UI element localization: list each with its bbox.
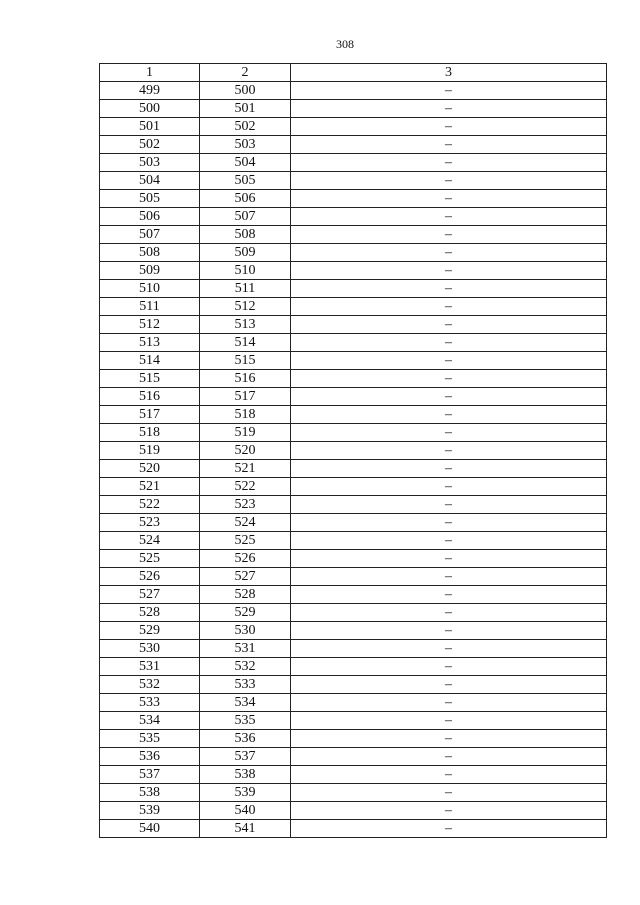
table-row [100, 190, 607, 208]
table-cell-col-2: 523 [200, 496, 291, 514]
table-row [100, 406, 607, 424]
table-cell-col-2: 504 [200, 154, 291, 172]
table-row [100, 244, 607, 262]
column-header-2: 2 [200, 64, 291, 82]
table-cell-col-3: – [291, 532, 607, 550]
table-cell-col-3: – [291, 226, 607, 244]
table-cell-col-1: 518 [100, 424, 200, 442]
table-cell-col-1: 531 [100, 658, 200, 676]
table-row [100, 766, 607, 784]
table-cell-col-3: – [291, 550, 607, 568]
table-cell-col-3: – [291, 298, 607, 316]
table-cell-col-3: – [291, 730, 607, 748]
table-row [100, 100, 607, 118]
table-row [100, 532, 607, 550]
table-cell-col-2: 528 [200, 586, 291, 604]
table-cell-col-2: 507 [200, 208, 291, 226]
table-cell-col-3: – [291, 172, 607, 190]
table-row [100, 388, 607, 406]
table-cell-col-2: 533 [200, 676, 291, 694]
table-cell-col-3: – [291, 424, 607, 442]
table-cell-col-3: – [291, 784, 607, 802]
table-cell-col-2: 512 [200, 298, 291, 316]
table-cell-col-3: – [291, 370, 607, 388]
table-row [100, 640, 607, 658]
table-row [100, 460, 607, 478]
table-cell-col-1: 535 [100, 730, 200, 748]
table-cell-col-3: – [291, 316, 607, 334]
table-cell-col-2: 535 [200, 712, 291, 730]
table-cell-col-1: 504 [100, 172, 200, 190]
table-cell-col-1: 529 [100, 622, 200, 640]
table-cell-col-3: – [291, 406, 607, 424]
table-cell-col-3: – [291, 460, 607, 478]
table-cell-col-1: 515 [100, 370, 200, 388]
table-cell-col-2: 541 [200, 820, 291, 838]
table-cell-col-1: 502 [100, 136, 200, 154]
table-row [100, 694, 607, 712]
table-cell-col-1: 524 [100, 532, 200, 550]
table-cell-col-3: – [291, 748, 607, 766]
table-cell-col-1: 527 [100, 586, 200, 604]
table-cell-col-2: 522 [200, 478, 291, 496]
table-row [100, 316, 607, 334]
table-row [100, 712, 607, 730]
table-cell-col-1: 507 [100, 226, 200, 244]
table-cell-col-1: 517 [100, 406, 200, 424]
table-row [100, 622, 607, 640]
table-cell-col-3: – [291, 514, 607, 532]
table-row [100, 478, 607, 496]
table-cell-col-1: 500 [100, 100, 200, 118]
table-row [100, 262, 607, 280]
table-body [100, 82, 607, 838]
table-row [100, 676, 607, 694]
table-cell-col-3: – [291, 136, 607, 154]
table-cell-col-1: 501 [100, 118, 200, 136]
table-cell-col-2: 530 [200, 622, 291, 640]
table-cell-col-1: 539 [100, 802, 200, 820]
table-cell-col-1: 536 [100, 748, 200, 766]
table-cell-col-3: – [291, 676, 607, 694]
table-cell-col-3: – [291, 586, 607, 604]
table-row [100, 442, 607, 460]
table-cell-col-3: – [291, 658, 607, 676]
table-cell-col-2: 515 [200, 352, 291, 370]
table-cell-col-3: – [291, 694, 607, 712]
table-cell-col-2: 538 [200, 766, 291, 784]
table-row [100, 748, 607, 766]
table-cell-col-1: 528 [100, 604, 200, 622]
table-row [100, 802, 607, 820]
table-cell-col-3: – [291, 352, 607, 370]
table-cell-col-1: 540 [100, 820, 200, 838]
table-cell-col-2: 513 [200, 316, 291, 334]
table-cell-col-1: 523 [100, 514, 200, 532]
table-cell-col-2: 514 [200, 334, 291, 352]
table-cell-col-2: 534 [200, 694, 291, 712]
table-cell-col-2: 518 [200, 406, 291, 424]
table-cell-col-2: 505 [200, 172, 291, 190]
table-cell-col-2: 501 [200, 100, 291, 118]
table-row [100, 334, 607, 352]
table-cell-col-2: 521 [200, 460, 291, 478]
table-cell-col-3: – [291, 802, 607, 820]
table-cell-col-2: 519 [200, 424, 291, 442]
table-cell-col-2: 520 [200, 442, 291, 460]
table-cell-col-1: 506 [100, 208, 200, 226]
table-cell-col-3: – [291, 496, 607, 514]
table-cell-col-2: 537 [200, 748, 291, 766]
table-cell-col-2: 511 [200, 280, 291, 298]
table-cell-col-3: – [291, 766, 607, 784]
table-cell-col-2: 506 [200, 190, 291, 208]
table-row [100, 82, 607, 100]
table-cell-col-1: 522 [100, 496, 200, 514]
table-cell-col-1: 516 [100, 388, 200, 406]
table-cell-col-2: 500 [200, 82, 291, 100]
table-row [100, 370, 607, 388]
page-number: 308 [336, 37, 354, 51]
table-cell-col-1: 530 [100, 640, 200, 658]
table-cell-col-2: 524 [200, 514, 291, 532]
data-table [99, 63, 607, 838]
table-cell-col-1: 537 [100, 766, 200, 784]
table-cell-col-2: 509 [200, 244, 291, 262]
table-cell-col-3: – [291, 190, 607, 208]
table-row [100, 784, 607, 802]
table-cell-col-1: 503 [100, 154, 200, 172]
table-cell-col-2: 516 [200, 370, 291, 388]
table-row [100, 226, 607, 244]
column-header-1: 1 [100, 64, 200, 82]
table-cell-col-2: 503 [200, 136, 291, 154]
table-cell-col-1: 499 [100, 82, 200, 100]
table-cell-col-1: 533 [100, 694, 200, 712]
table-row [100, 496, 607, 514]
table-cell-col-3: – [291, 604, 607, 622]
table-cell-col-3: – [291, 82, 607, 100]
table-cell-col-2: 527 [200, 568, 291, 586]
table-cell-col-3: – [291, 478, 607, 496]
table-cell-col-3: – [291, 442, 607, 460]
table-row [100, 658, 607, 676]
table-cell-col-1: 510 [100, 280, 200, 298]
table-header-row [100, 64, 607, 82]
table-cell-col-2: 526 [200, 550, 291, 568]
table-row [100, 550, 607, 568]
table-row [100, 424, 607, 442]
table-cell-col-3: – [291, 334, 607, 352]
table-cell-col-3: – [291, 100, 607, 118]
table-row [100, 280, 607, 298]
table-cell-col-1: 521 [100, 478, 200, 496]
table-row [100, 730, 607, 748]
table-cell-col-1: 511 [100, 298, 200, 316]
table-cell-col-1: 514 [100, 352, 200, 370]
table-row [100, 208, 607, 226]
table-cell-col-2: 536 [200, 730, 291, 748]
table-cell-col-3: – [291, 280, 607, 298]
table-cell-col-1: 508 [100, 244, 200, 262]
table-cell-col-3: – [291, 640, 607, 658]
table-cell-col-3: – [291, 622, 607, 640]
table-cell-col-3: – [291, 388, 607, 406]
table-cell-col-1: 512 [100, 316, 200, 334]
column-header-3: 3 [291, 64, 607, 82]
table-cell-col-3: – [291, 568, 607, 586]
table-cell-col-1: 505 [100, 190, 200, 208]
table-row [100, 820, 607, 838]
table-cell-col-2: 502 [200, 118, 291, 136]
table-cell-col-1: 534 [100, 712, 200, 730]
table-row [100, 586, 607, 604]
table-cell-col-3: – [291, 154, 607, 172]
table-cell-col-3: – [291, 208, 607, 226]
table-cell-col-1: 526 [100, 568, 200, 586]
table-cell-col-1: 538 [100, 784, 200, 802]
table-cell-col-2: 531 [200, 640, 291, 658]
table-row [100, 352, 607, 370]
table-cell-col-1: 519 [100, 442, 200, 460]
table-cell-col-2: 529 [200, 604, 291, 622]
table-cell-col-2: 510 [200, 262, 291, 280]
table-row [100, 514, 607, 532]
table-row [100, 136, 607, 154]
table-row [100, 604, 607, 622]
table-row [100, 172, 607, 190]
table-row [100, 298, 607, 316]
table-cell-col-3: – [291, 118, 607, 136]
table-cell-col-2: 525 [200, 532, 291, 550]
table-cell-col-3: – [291, 244, 607, 262]
table-cell-col-2: 508 [200, 226, 291, 244]
table-cell-col-3: – [291, 820, 607, 838]
table-row [100, 154, 607, 172]
table-cell-col-1: 513 [100, 334, 200, 352]
table-row [100, 118, 607, 136]
table-cell-col-3: – [291, 262, 607, 280]
table-cell-col-1: 532 [100, 676, 200, 694]
table-cell-col-2: 517 [200, 388, 291, 406]
table-cell-col-2: 532 [200, 658, 291, 676]
table-cell-col-1: 520 [100, 460, 200, 478]
table-cell-col-1: 525 [100, 550, 200, 568]
table-cell-col-2: 540 [200, 802, 291, 820]
table-cell-col-3: – [291, 712, 607, 730]
table-cell-col-2: 539 [200, 784, 291, 802]
table-cell-col-1: 509 [100, 262, 200, 280]
table-row [100, 568, 607, 586]
